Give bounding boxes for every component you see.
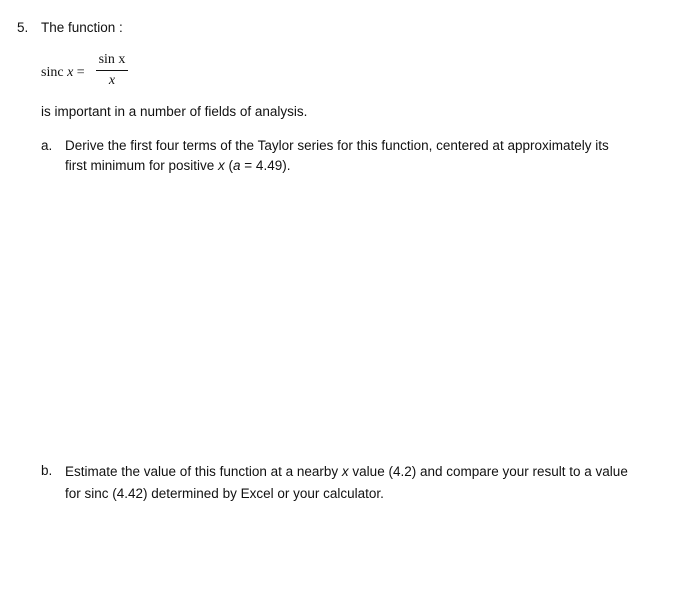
question-continuation: is important in a number of fields of analysis. (41, 104, 308, 119)
part-b-text (65, 461, 628, 505)
equation-lhs (41, 65, 85, 81)
part-b-letter: b. (41, 463, 53, 478)
part-b-line1: Estimate the value of this function at a nearby x value (4.2) and compare your result to a value (65, 464, 628, 479)
part-b-line2: for sinc (4.42) determined by Excel or your calculator. (65, 486, 384, 501)
fraction-bar (96, 70, 128, 71)
fraction-denominator: x (108, 73, 116, 88)
equation-fraction (96, 52, 128, 89)
part-a-letter: a. (41, 138, 53, 153)
equation-equals: = (76, 65, 85, 80)
part-a-text (65, 136, 609, 176)
fraction-numerator: sin x (98, 52, 126, 67)
part-a-line1: Derive the first four terms of the Taylor series for this function, centered at approximately its (65, 138, 609, 153)
equation-func-name: sinc (41, 65, 64, 80)
question-intro: The function : (41, 20, 123, 35)
equation-lhs-variable: x (67, 65, 74, 80)
question-number: 5. (17, 20, 29, 35)
part-a-line2: first minimum for positive x (a = 4.49). (65, 158, 291, 173)
